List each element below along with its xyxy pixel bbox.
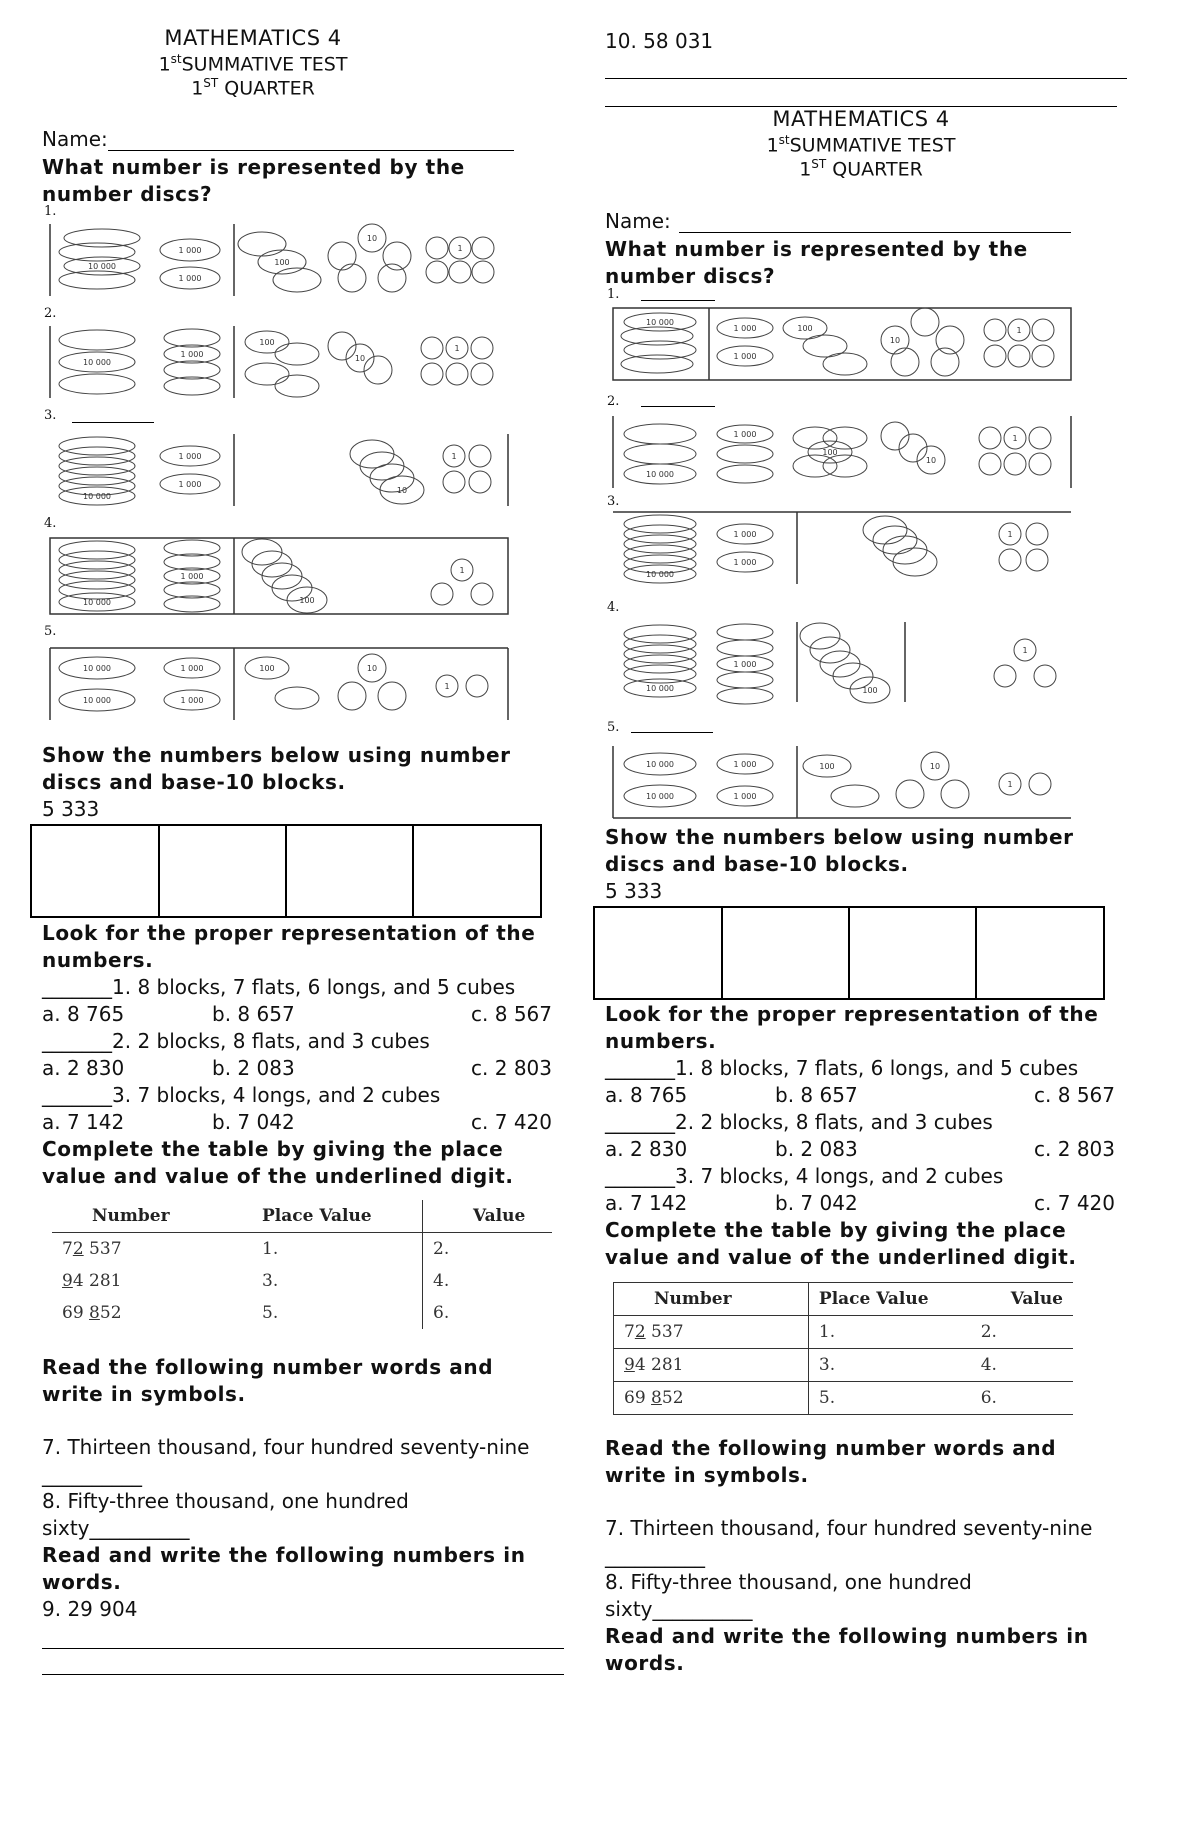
item-4-label: 4. — [607, 600, 620, 615]
disc-label: 1 — [1016, 326, 1022, 335]
section3-questions — [42, 974, 552, 1136]
disc-label: 10 — [889, 336, 901, 345]
answer-cell[interactable] — [721, 906, 850, 1000]
item-3-label: 3. — [44, 408, 57, 423]
choices-1: a. 8 765 b. 8 657 c. 8 567 — [605, 1083, 1115, 1107]
disc-label: 1 000 — [178, 452, 202, 461]
col-place-value: Place Value — [252, 1200, 423, 1233]
place-value-table-wrap — [613, 1282, 1073, 1415]
table-row: 94 281 3. 4. — [614, 1349, 1074, 1382]
disc-label: 100 — [259, 664, 275, 673]
question-8: 8. Fifty-three thousand, one hundred — [605, 1570, 972, 1594]
disc-figure-2 — [605, 414, 1075, 490]
item-5-answer[interactable] — [631, 732, 713, 733]
choices-3: a. 7 142 b. 7 042 c. 7 420 — [605, 1191, 1115, 1215]
answer-grid — [30, 824, 542, 918]
disc-label: 10 000 — [83, 664, 111, 673]
section6-instruction: Read and write the following numbers in words. — [605, 1624, 1089, 1675]
disc-figure-1 — [605, 306, 1075, 382]
answer-cell[interactable] — [30, 824, 160, 918]
disc-label: 10 000 — [646, 570, 674, 579]
disc-label: 100 — [259, 338, 275, 347]
question-2: _______2. 2 blocks, 8 flats, and 3 cubes — [605, 1110, 993, 1134]
answer-cell[interactable] — [848, 906, 977, 1000]
item-1-label: 1. — [607, 287, 620, 302]
disc-label: 1 000 — [733, 660, 757, 669]
answer-9-line[interactable] — [42, 1674, 564, 1675]
disc-label: 1 000 — [733, 352, 757, 361]
question-7: 7. Thirteen thousand, four hundred seventy-nine — [42, 1435, 530, 1459]
choices-1: a. 8 765 b. 8 657 c. 8 567 — [42, 1002, 552, 1026]
disc-label: 1 — [454, 344, 460, 353]
question-1: _______1. 8 blocks, 7 flats, 6 longs, and 5 cubes — [42, 975, 516, 999]
disc-label: 1 000 — [180, 696, 204, 705]
disc-label: 10 — [396, 486, 408, 495]
disc-figure-3 — [42, 432, 512, 508]
answer-cell[interactable] — [593, 906, 723, 1000]
section4-instruction: Complete the table by giving the place value and value of the underlined digit. — [605, 1218, 1077, 1269]
answer-cell[interactable] — [285, 824, 414, 918]
disc-figure-3 — [605, 510, 1075, 586]
disc-figure-1 — [42, 222, 512, 298]
item-2-label: 2. — [44, 306, 57, 321]
section4-instruction: Complete the table by giving the place value and value of the underlined digit. — [42, 1137, 514, 1188]
disc-label: 10 000 — [646, 684, 674, 693]
disc-label: 10 — [925, 456, 937, 465]
table-row: 72 537 1. 2. — [614, 1316, 1074, 1349]
disc-label: 1 000 — [733, 430, 757, 439]
disc-label: 100 — [819, 762, 835, 771]
disc-label: 10 000 — [646, 760, 674, 769]
disc-label: 1 — [451, 452, 457, 461]
disc-label: 1 000 — [178, 480, 202, 489]
item-3-answer[interactable] — [72, 422, 154, 423]
answer-8[interactable]: __________ — [652, 1597, 753, 1621]
answer-cell[interactable] — [412, 824, 542, 918]
disc-label: 10 000 — [646, 318, 674, 327]
choices-2: a. 2 830 b. 2 083 c. 2 803 — [605, 1137, 1115, 1161]
question-8-cont: sixty__________ — [42, 1516, 190, 1540]
answer-9-line[interactable] — [42, 1648, 564, 1649]
disc-figure-4 — [605, 620, 1075, 706]
test-subtitle: 1stSUMMATIVE TEST — [766, 133, 956, 157]
question-10: 10. 58 031 — [605, 29, 714, 53]
question-8: 8. Fifty-three thousand, one hundred — [42, 1489, 409, 1513]
disc-label: 1 000 — [178, 246, 202, 255]
section5-instruction: Read the following number words and write in symbols. — [42, 1355, 494, 1406]
item-3-label: 3. — [607, 494, 620, 509]
name-label: Name: — [42, 127, 108, 151]
disc-label: 1 — [457, 244, 463, 253]
col-number: Number — [614, 1283, 809, 1316]
place-value-table-wrap — [52, 1200, 552, 1329]
question-2: _______2. 2 blocks, 8 flats, and 3 cubes — [42, 1029, 430, 1053]
col-value: Value — [1010, 1289, 1063, 1309]
disc-label: 1 000 — [180, 572, 204, 581]
section1-instruction: What number is represented by the number discs? — [42, 155, 465, 206]
disc-label: 100 — [299, 596, 315, 605]
disc-label: 10 000 — [83, 696, 111, 705]
disc-label: 1 — [444, 682, 450, 691]
disc-label: 100 — [797, 324, 813, 333]
disc-label: 1 — [459, 566, 465, 575]
answer-10-line[interactable] — [605, 78, 1127, 79]
section6-instruction: Read and write the following numbers in words. — [42, 1543, 526, 1594]
disc-label: 100 — [274, 258, 290, 267]
section3-questions — [605, 1055, 1115, 1217]
answer-7[interactable]: __________ — [605, 1544, 705, 1568]
col-value: Value — [473, 1206, 526, 1226]
test-quarter: 1ST QUARTER — [799, 157, 923, 181]
disc-figure-4 — [42, 536, 512, 616]
disc-label: 10 000 — [646, 792, 674, 801]
test-subtitle: 1stSUMMATIVE TEST — [158, 52, 348, 76]
disc-label: 10 000 — [83, 492, 111, 501]
disc-label: 1 000 — [733, 792, 757, 801]
item-1-label: 1. — [44, 204, 57, 219]
disc-label: 1 — [1012, 434, 1018, 443]
disc-label: 10 — [366, 234, 378, 243]
disc-label: 1 000 — [733, 324, 757, 333]
section2-instruction: Show the numbers below using number discs and base-10 blocks. — [42, 743, 511, 794]
item-5-label: 5. — [607, 720, 620, 735]
item-5-label: 5. — [44, 624, 57, 639]
name-field[interactable] — [679, 232, 1071, 233]
disc-label: 10 000 — [88, 262, 116, 271]
disc-label: 10 000 — [646, 470, 674, 479]
disc-figure-2 — [42, 324, 512, 400]
name-label: Name: — [605, 209, 671, 233]
answer-7[interactable]: __________ — [42, 1463, 142, 1487]
question-3: _______3. 7 blocks, 4 longs, and 2 cubes — [605, 1164, 1004, 1188]
table-row: 69 852 5. 6. — [614, 1382, 1074, 1415]
section2-instruction: Show the numbers below using number discs and base-10 blocks. — [605, 825, 1074, 876]
item-1-answer[interactable] — [641, 300, 715, 301]
section2-number: 5 333 — [605, 879, 663, 903]
section1-instruction: What number is represented by the number discs? — [605, 237, 1028, 288]
disc-label: 1 000 — [733, 558, 757, 567]
place-value-table — [52, 1200, 552, 1329]
disc-label: 1 — [1022, 646, 1028, 655]
table-row: 72 537 1. 2. — [52, 1233, 552, 1266]
disc-label: 1 000 — [733, 760, 757, 769]
disc-label: 1 000 — [180, 664, 204, 673]
col-place-value: Place Value — [818, 1289, 929, 1309]
test-quarter: 1ST QUARTER — [191, 76, 315, 100]
col-number: Number — [92, 1206, 170, 1226]
disc-label: 1 — [1007, 530, 1013, 539]
disc-label: 1 000 — [733, 530, 757, 539]
question-9: 9. 29 904 — [42, 1597, 138, 1621]
item-2-answer[interactable] — [641, 406, 715, 407]
item-2-label: 2. — [607, 394, 620, 409]
test-title: MATHEMATICS 4 — [772, 107, 950, 131]
disc-figure-5 — [605, 744, 1075, 820]
section3-instruction: Look for the proper representation of the numbers. — [42, 921, 536, 972]
answer-8[interactable]: __________ — [89, 1516, 190, 1540]
answer-cell[interactable] — [158, 824, 287, 918]
answer-grid — [593, 906, 1105, 1000]
disc-label: 10 000 — [83, 358, 111, 367]
disc-label: 10 — [366, 664, 378, 673]
disc-label: 10 — [354, 354, 366, 363]
disc-label: 10 — [929, 762, 941, 771]
disc-label: 10 000 — [83, 598, 111, 607]
disc-figure-5 — [42, 646, 512, 722]
question-7: 7. Thirteen thousand, four hundred seventy-nine — [605, 1516, 1093, 1540]
table-row: 69 852 5. 6. — [52, 1297, 552, 1329]
disc-label: 1 — [1007, 780, 1013, 789]
answer-cell[interactable] — [975, 906, 1105, 1000]
disc-label: 100 — [862, 686, 878, 695]
name-field[interactable] — [108, 150, 514, 151]
choices-2: a. 2 830 b. 2 083 c. 2 803 — [42, 1056, 552, 1080]
question-8-cont: sixty__________ — [605, 1597, 753, 1621]
choices-3: a. 7 142 b. 7 042 c. 7 420 — [42, 1110, 552, 1134]
disc-label: 100 — [822, 448, 838, 457]
section3-instruction: Look for the proper representation of the numbers. — [605, 1002, 1099, 1053]
section2-number: 5 333 — [42, 797, 100, 821]
disc-label: 1 000 — [180, 350, 204, 359]
place-value-table — [613, 1282, 1073, 1415]
question-1: _______1. 8 blocks, 7 flats, 6 longs, and 5 cubes — [605, 1056, 1079, 1080]
section5-instruction: Read the following number words and write in symbols. — [605, 1436, 1057, 1487]
question-3: _______3. 7 blocks, 4 longs, and 2 cubes — [42, 1083, 441, 1107]
disc-label: 1 000 — [178, 274, 202, 283]
test-title: MATHEMATICS 4 — [164, 26, 342, 50]
item-4-label: 4. — [44, 516, 57, 531]
table-row: 94 281 3. 4. — [52, 1265, 552, 1297]
